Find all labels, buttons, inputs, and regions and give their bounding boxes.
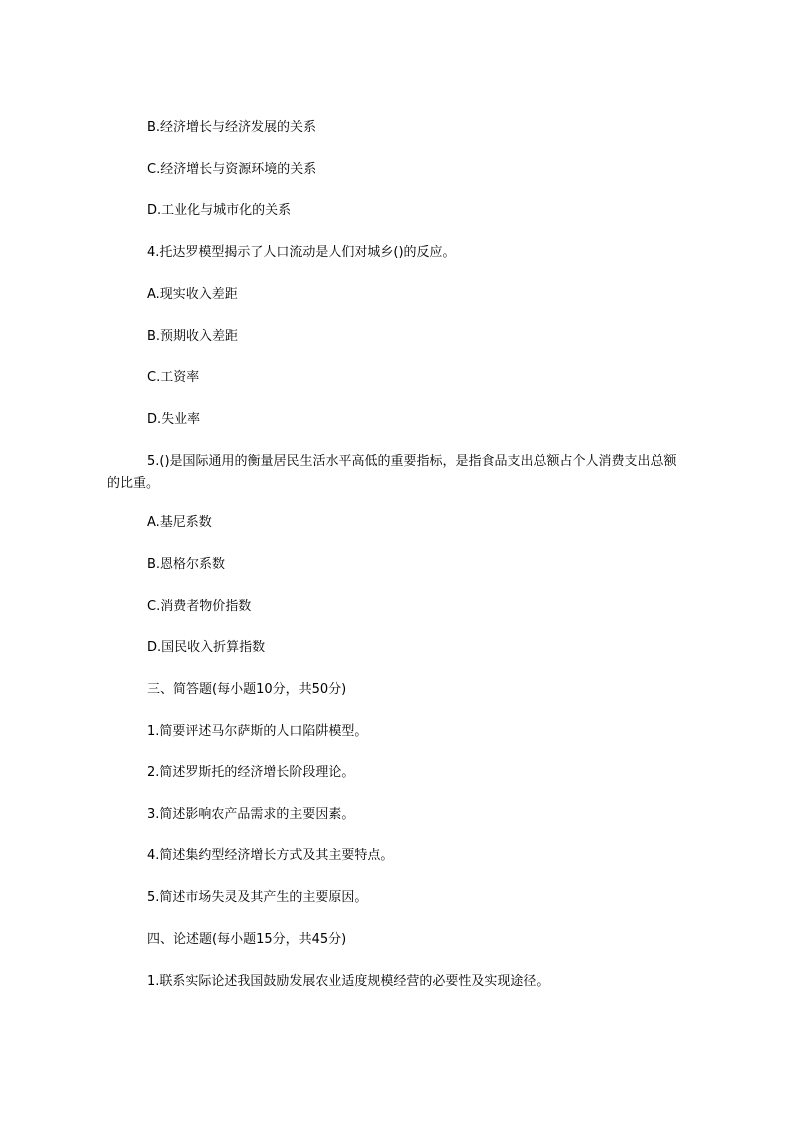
option-c-q3: C.经济增长与资源环境的关系 [147, 162, 317, 177]
option-c-q5: C.消费者物价指数 [147, 599, 252, 614]
short-answer-2: 2.简述罗斯托的经济增长阶段理论。 [147, 765, 355, 780]
question-5: 5.()是国际通用的衡量居民生活水平高低的重要指标，是指食品支出总额占个人消费支出总额的比重。 [107, 454, 677, 491]
option-a-q5: A.基尼系数 [147, 515, 212, 530]
option-d-q5: D.国民收入折算指数 [147, 640, 266, 655]
option-d-q4: D.失业率 [147, 412, 201, 427]
section-heading-essay: 四、论述题(每小题15分，共45分) [147, 932, 347, 947]
option-b-q3: B.经济增长与经济发展的关系 [147, 120, 317, 135]
section-heading-short-answer: 三、简答题(每小题10分，共50分) [147, 682, 347, 697]
essay-question-1: 1.联系实际论述我国鼓励发展农业适度规模经营的必要性及实现途径。 [147, 974, 550, 989]
option-b-q5: B.恩格尔系数 [147, 557, 226, 572]
short-answer-5: 5.简述市场失灵及其产生的主要原因。 [147, 890, 368, 905]
option-d-q3: D.工业化与城市化的关系 [147, 203, 292, 218]
short-answer-1: 1.简要评述马尔萨斯的人口陷阱模型。 [147, 724, 368, 739]
option-b-q4: B.预期收入差距 [147, 329, 239, 344]
question-4: 4.托达罗模型揭示了人口流动是人们对城乡()的反应。 [147, 245, 456, 260]
option-c-q4: C.工资率 [147, 370, 200, 385]
option-a-q4: A.现实收入差距 [147, 287, 238, 302]
short-answer-4: 4.简述集约型经济增长方式及其主要特点。 [147, 848, 394, 863]
short-answer-3: 3.简述影响农产品需求的主要因素。 [147, 807, 355, 822]
